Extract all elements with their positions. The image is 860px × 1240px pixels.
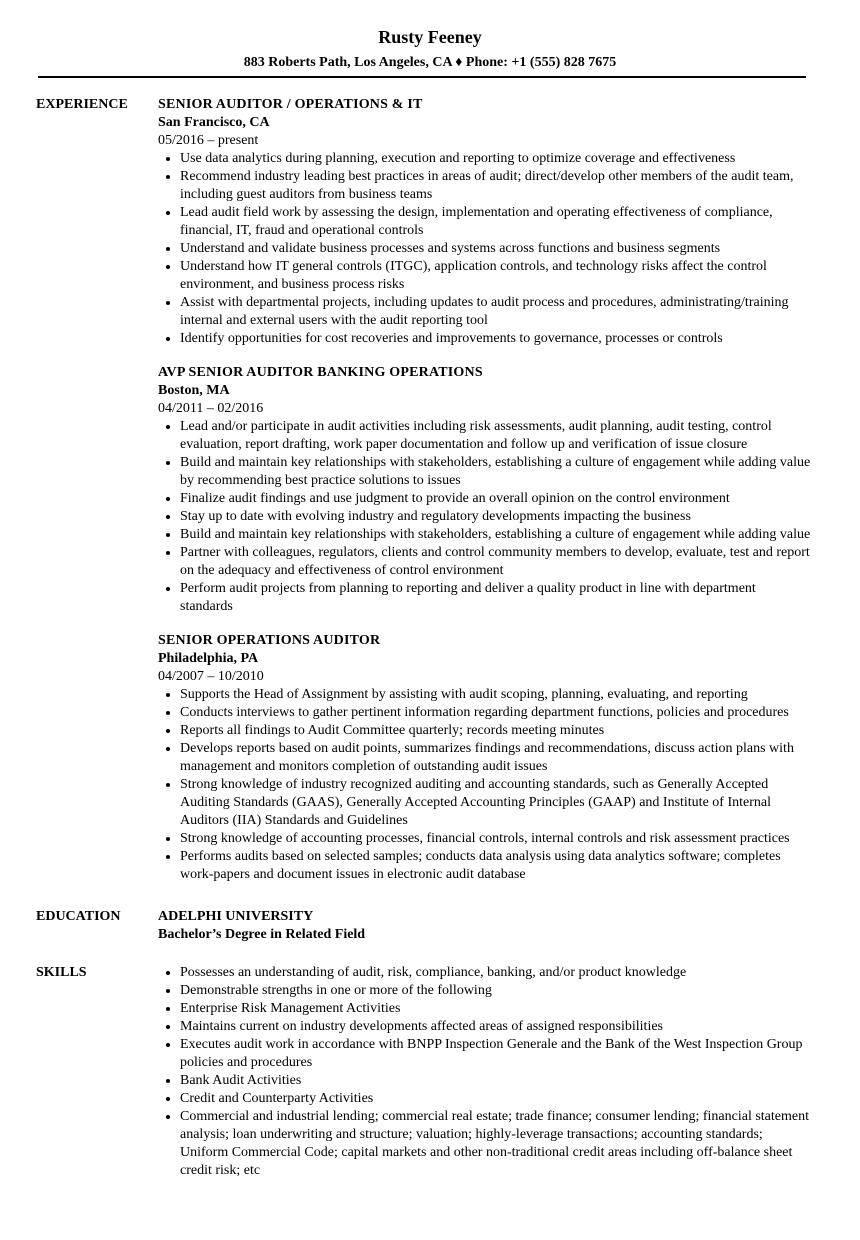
skill-item: • Possesses an understanding of audit, risk, compliance, banking, and/or product knowledge (180, 964, 812, 982)
degree: Bachelor’s Degree in Related Field (158, 927, 366, 942)
job-bullet: • Lead and/or participate in audit activities including risk assessments, audit planning, audit testing, control evaluation, report drafting, work paper documentation and follow up and verification of issue closure (180, 418, 812, 454)
resume-content (0, 96, 860, 1180)
section-label-experience: EXPERIENCE (36, 97, 128, 112)
skill-item: • Maintains current on industry developments affected areas of assigned responsibilities (180, 1018, 812, 1036)
job-entry (158, 96, 812, 348)
skill-item: • Enterprise Risk Management Activities (180, 1000, 812, 1018)
section-label-skills: SKILLS (36, 965, 87, 980)
job-bullet: • Understand and validate business processes and systems across functions and business segments (180, 240, 812, 258)
job-bullet: • Partner with colleagues, regulators, clients and control community members to develop, evaluate, test and report on the adequacy and effectiveness of control environment (180, 544, 812, 580)
job-bullet: • Lead audit field work by assessing the design, implementation and operating effectiveness of compliance, financial, IT, fraud and operational controls (180, 204, 812, 240)
experience-section (0, 96, 860, 900)
job-location: San Francisco, CA (158, 115, 270, 130)
job-title: SENIOR OPERATIONS AUDITOR (158, 633, 381, 648)
job-location: Boston, MA (158, 383, 230, 398)
job-bullet: • Build and maintain key relationships with stakeholders, establishing a culture of engagement while adding value by recommending best practice solutions to issues (180, 454, 812, 490)
education-section (0, 908, 860, 944)
job-bullet: • Assist with departmental projects, including updates to audit process and procedures, administrating/training internal and external users with the audit reporting tool (180, 294, 812, 330)
job-bullet: • Supports the Head of Assignment by assisting with audit scoping, planning, evaluating, and reporting (180, 686, 812, 704)
skill-item: • Bank Audit Activities (180, 1072, 812, 1090)
school-name: ADELPHI UNIVERSITY (158, 909, 314, 924)
skill-item: • Executes audit work in accordance with BNPP Inspection Generale and the Bank of the West Inspection Group policies and procedures (180, 1036, 812, 1072)
skills-body (158, 964, 812, 1180)
skills-list (158, 964, 812, 1180)
job-location: Philadelphia, PA (158, 651, 259, 666)
job-bullet: • Strong knowledge of industry recognized auditing and accounting standards, such as Generally Accepted Auditing Standards (GAAS), Generally Accepted Accounting Principles (GAAP) and Institute of Internal Auditors (IIA) Standards and Guidelines (180, 776, 812, 830)
section-label-education: EDUCATION (36, 909, 121, 924)
resume-header (0, 0, 860, 72)
job-bullet: • Reports all findings to Audit Committee quarterly; records meeting minutes (180, 722, 812, 740)
job-dates: 04/2011 – 02/2016 (158, 401, 264, 416)
candidate-name: Rusty Feeney (378, 27, 482, 47)
contact-line: 883 Roberts Path, Los Angeles, CA ♦ Phone: +1 (555) 828 7675 (243, 55, 617, 70)
job-bullet: • Finalize audit findings and use judgment to provide an overall opinion on the control environment (180, 490, 812, 508)
job-bullet: • Performs audits based on selected samples; conducts data analysis using data analytics software; completes work-papers and document issues in electronic audit database (180, 848, 812, 884)
job-entry (158, 632, 812, 884)
job-bullet: • Develops reports based on audit points, summarizes findings and recommendations, discuss action plans with management and monitors completion of outstanding audit issues (180, 740, 812, 776)
header-divider (38, 76, 806, 78)
job-dates: 04/2007 – 10/2010 (158, 669, 264, 684)
job-bullet: • Use data analytics during planning, execution and reporting to optimize coverage and effectiveness (180, 150, 812, 168)
skill-item: • Credit and Counterparty Activities (180, 1090, 812, 1108)
job-bullets (158, 686, 812, 884)
job-bullets (158, 150, 812, 348)
job-bullet: • Conducts interviews to gather pertinent information regarding department functions, policies and procedures (180, 704, 812, 722)
experience-body (158, 96, 812, 900)
job-bullet: • Strong knowledge of accounting processes, financial controls, internal controls and risk assessment practices (180, 830, 812, 848)
education-body (158, 908, 812, 944)
job-title: SENIOR AUDITOR / OPERATIONS & IT (158, 97, 423, 112)
job-bullet: • Build and maintain key relationships with stakeholders, establishing a culture of engagement while adding value (180, 526, 812, 544)
job-title: AVP SENIOR AUDITOR BANKING OPERATIONS (158, 365, 483, 380)
job-entry (158, 364, 812, 616)
job-bullets (158, 418, 812, 616)
job-bullet: • Understand how IT general controls (ITGC), application controls, and technology risks affect the control environment, and business process risks (180, 258, 812, 294)
job-bullet: • Recommend industry leading best practices in areas of audit; direct/develop other members of the audit team, including guest auditors from business teams (180, 168, 812, 204)
job-bullet: • Perform audit projects from planning to reporting and deliver a quality product in line with department standards (180, 580, 812, 616)
skill-item: • Commercial and industrial lending; commercial real estate; trade finance; consumer lending; financial statement analysis; loan underwriting and structure; valuation; highly-leverage transactions; accounting standards; Uniform Commercial Code; capital markets and other non-traditional credit areas including off-balance sheet credit risk; etc (180, 1108, 812, 1180)
job-dates: 05/2016 – present (158, 133, 259, 148)
job-bullet: • Identify opportunities for cost recoveries and improvements to governance, processes or controls (180, 330, 812, 348)
job-bullet: • Stay up to date with evolving industry and regulatory developments impacting the business (180, 508, 812, 526)
skill-item: • Demonstrable strengths in one or more of the following (180, 982, 812, 1000)
skills-section (0, 964, 860, 1180)
